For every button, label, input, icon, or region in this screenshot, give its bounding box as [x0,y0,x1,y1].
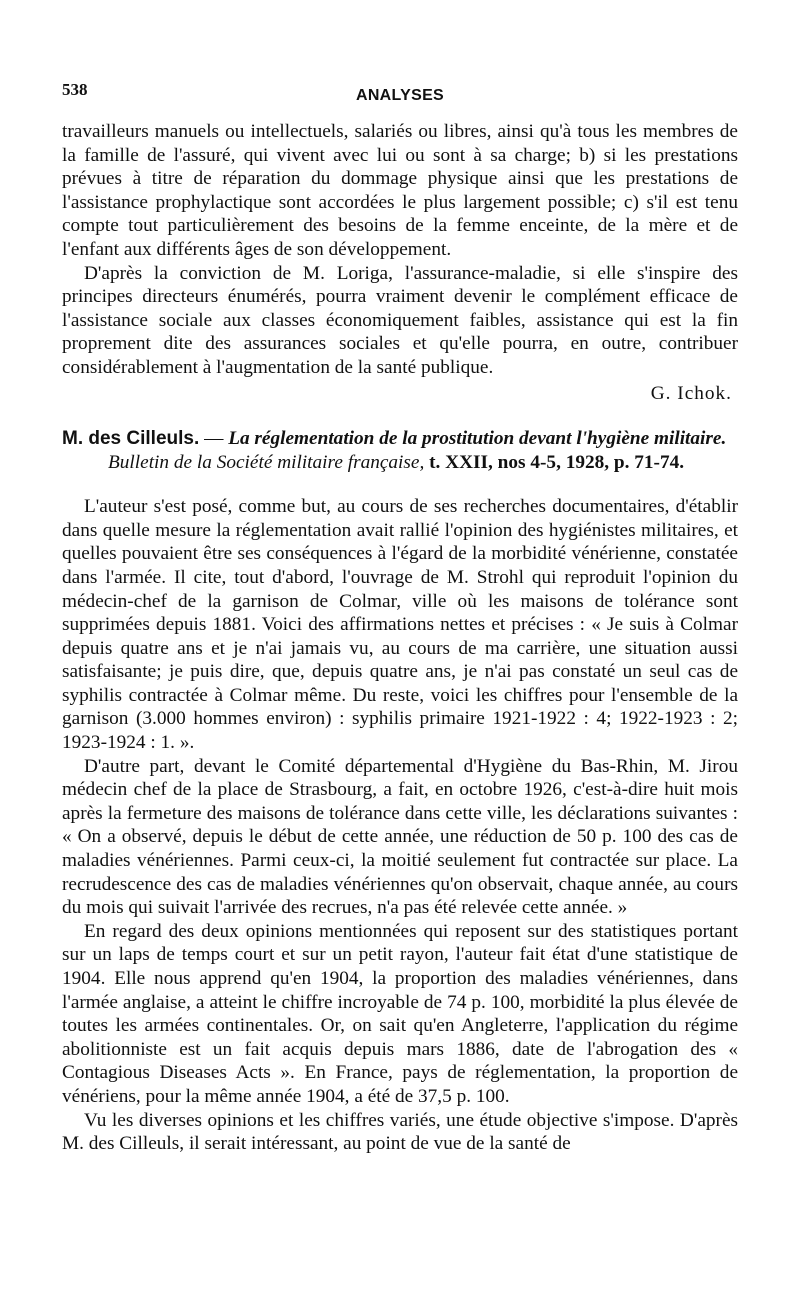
paragraph-continuation: travailleurs manuels ou intellectuels, salariés ou libres, ainsi qu'à tous les membres de la famille de l'assuré, qui vivent avec lui ou sont à sa charge; b) si les prestations prévues à titre de réparation du dommage physique ainsi que les prestations de l'assistance prophylactique sont accordées le plus largement possible; c) s'il est tenu compte tout particulièrement des besoins de la femme enceinte, de la mère et de l'enfant aux différents âges de son développement. [62,121,738,260]
author-signature: G. Ichok. [650,382,732,404]
citation-author: M. des Cilleuls. [62,428,200,450]
page-number: 538 [62,80,88,99]
citation-journal: Bulletin de la Société militaire française, [108,452,425,474]
running-title: ANALYSES [355,87,445,104]
page-header [62,78,738,120]
paragraph-statistics-1904: En regard des deux opinions mentionnées qui reposent sur des statistiques portant sur un laps de temps court et sur un petit rayon, l'auteur fait état d'une statistique de 1904. Elle nous apprend qu'en 1904, la proportion des maladies vénériennes, dans l'armée anglaise, a atteint le chiffre incroyable de 74 p. 100, morbidité la plus élevée de toutes les armées continentales. Or, on sait qu'en Angleterre, l'application du régime abolitionniste est un fait acquis depuis mars 1886, date de l'abrogation des « Contagious Diseases Acts ». En France, pays de réglementation, la proportion de vénériens, pour la même année 1904, a été de 37,5 p. 100. [62,920,738,1107]
paragraph-colmar: L'auteur s'est posé, comme but, au cours de ses recherches documentaires, d'établir dans quelle mesure la réglementation avait rallié l'opinion des hygiénistes militaires, et quelles pouvaient être ses conséquences à l'égard de la morbidité vénérienne, constatée dans l'armée. Il cite, tout d'abord, l'ouvrage de M. Strohl qui reproduit l'opinion du médecin-chef de la garnison de Colmar, ville où les maisons de tolérance sont supprimées depuis 1881. Voici des affirmations nettes et précises : « Je suis à Colmar depuis quatre ans et je n'ai jamais vu, au cours de ma carrière, une situation aussi satisfaisante; je puis dire, que, depuis quatre ans, je n'ai pas constaté un seul cas de syphilis contractée à Colmar même. Du reste, voici les chiffres pour l'ensemble de la garnison (3.000 hommes environ) : syphilis primaire 1921-1922 : 4; 1922-1923 : 2; 1923-1924 : 1. ». [62,496,738,754]
article-citation [62,427,738,475]
document-page [62,78,738,1156]
citation-title: La réglementation de la prostitution devant l'hygiène militaire. [228,428,727,450]
paragraph-conclusion: Vu les diverses opinions et les chiffres variés, une étude objective s'impose. D'après M. des Cilleuls, il serait intéressant, au point de vue de la santé de [62,1109,738,1155]
paragraph-strasbourg: D'autre part, devant le Comité départemental d'Hygiène du Bas-Rhin, M. Jirou médecin chef de la place de Strasbourg, a fait, en octobre 1926, c'est-à-dire huit mois après la fermeture des maisons de tolérance dans cette ville, les déclarations suivantes : « On a observé, depuis le début de cette année, une réduction de 50 p. 100 des cas de maladies vénériennes. Parmi ceux-ci, la moitié seulement fut contractée sur place. La recrudescence des cas de maladies vénériennes qu'on observait, chaque année, au cours du mois qui suivait l'arrivée des recrues, n'a pas été relevée cette année. » [62,755,738,919]
paragraph-loriga-conclusion: D'après la conviction de M. Loriga, l'assurance-maladie, si elle s'inspire des principes directeurs énumérés, pourra vraiment devenir le complément efficace de l'assistance sociale aux classes économiquement faibles, assistance qui est la fin proprement dite des assurances sociales et qu'elle pourra, en outre, contribuer considérablement à l'augmentation de la santé publique. [62,262,738,378]
citation-dash: — [199,428,229,450]
citation-reference: t. XXII, nos 4-5, 1928, p. 71-74. [424,452,685,474]
